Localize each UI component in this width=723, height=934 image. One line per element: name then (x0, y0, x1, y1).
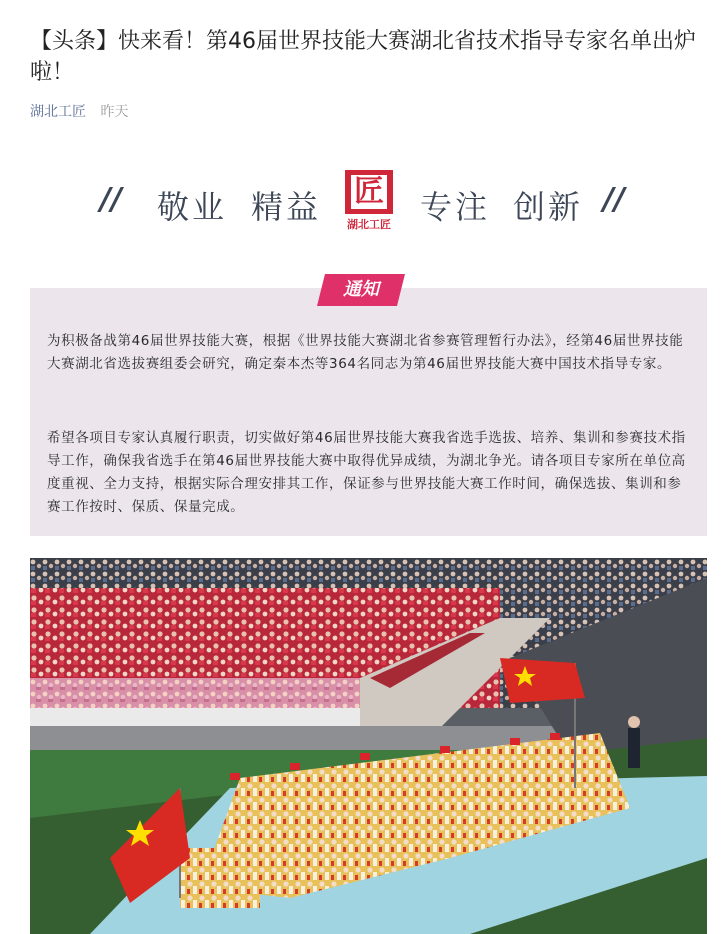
notice-box (30, 279, 707, 536)
ceremony-photo[interactable] (30, 558, 707, 934)
logo-mark (345, 170, 393, 214)
slogan-word-excellence: 精益 (251, 188, 322, 226)
slogan-word-focus: 专注 (420, 188, 491, 226)
notice-paragraph-1: 为积极备战第46届世界技能大赛，根据《世界技能大赛湖北省参赛管理暂行办法》，经第46届世界技能大赛湖北省选拔赛组委会研究，确定秦本杰等364名同志为第46届世界技能大赛中国技术指导专家。 (47, 333, 684, 372)
logo-caption: 湖北工匠 (347, 218, 391, 231)
article-source-link[interactable]: 湖北工匠 (30, 104, 86, 120)
article-title: 【头条】快来看！第46届世界技能大赛湖北省技术指导专家名单出炉啦！ (30, 29, 696, 85)
slogan-banner (0, 160, 723, 240)
hubei-craftsman-logo (345, 170, 393, 230)
slogan-word-dedication: 敬业 (157, 188, 228, 226)
notice-tag (321, 274, 401, 306)
slogan-left-separator: // (100, 182, 122, 217)
article-meta (30, 101, 128, 121)
slogan-right-separator: // (603, 182, 625, 217)
article-date: 昨天 (100, 104, 129, 120)
logo-glyph: 匠 (354, 174, 384, 209)
ceremony-photo-illustration (30, 558, 707, 934)
notice-tag-label: 通知 (343, 279, 379, 300)
notice-paragraph-2: 希望各项目专家认真履行职责，切实做好第46届世界技能大赛我省选手选拔、培养、集训和参赛技术指导工作，确保我省选手在第46届世界技能大赛中取得优异成绩，为湖北争光。请各项目专家所在单位高度重视、全力支持，根据实际合理安排其工作，保证参与世界技能大赛工作时间，确保选拔、集训和参赛工作按时、保质、保量完成。 (47, 430, 686, 515)
slogan-word-innovation: 创新 (513, 188, 584, 226)
